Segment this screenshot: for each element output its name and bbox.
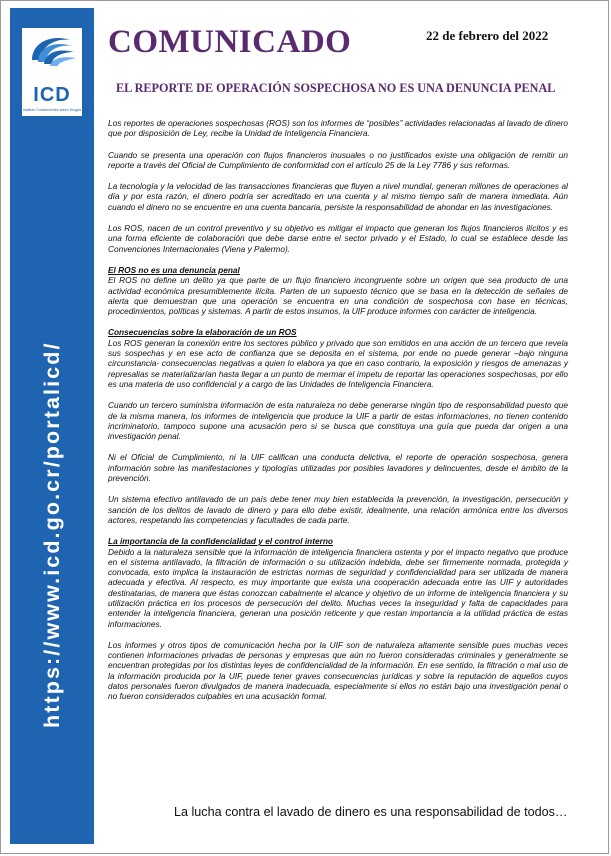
section-paragraph: Cuando un tercero suministra información de esta naturaleza no debe generarse ningún tipo de responsabilidad puesto que de la misma manera, los informes de inteligencia que produce la UIF a partir de estas informaciones, no tienen contenido incriminatorio, tampoco supone una acusación pero si se busca que constituya una guía que pueda dar origen a una investigación penal.: [108, 400, 568, 442]
date-label: 22 de febrero del 2022: [426, 28, 549, 43]
footer-slogan: La lucha contra el lavado de dinero es una responsabilidad de todos…: [174, 805, 568, 819]
section-heading: Consecuencias sobre la elaboración de un ROS: [108, 327, 297, 338]
intro-paragraph: La tecnología y la velocidad de las transacciones financieras que fluyen a nivel mundial, generan millones de operaciones al día y por esta razón, el dinero podría ser acreditado en una cuenta y al mismo tiempo salir de manera inmediata. Aún cuando el dinero no se encuentre en una cuenta bancaria, persiste la responsabilidad de ahondar en las investigaciones.: [108, 181, 568, 212]
section-paragraph: El ROS no define un delito ya que parte de un flujo financiero incongruente sobre un origen que sea producto de una actividad económica presumiblemente ilícita. Parten de un supuesto técnico que se basa en la detección de señales de alerta que demuestran que una operación se encuentra en una condición de sospechosa con base en técnicas, procedimientos, políticas y sistemas. A partir de estos insumos, la UIF produce informes con carácter de inteligencia.: [108, 275, 568, 317]
sidebar: [10, 8, 94, 844]
section-paragraph: Debido a la naturaleza sensible que la información de inteligencia financiera ostenta y por el impacto negativo que produce en el sistema antilavado, la filtración de información o su utilización indebida, debe ser firmemente normada, protegida y convocada, esto implica la instauración de estrictas normas de seguridad y confidencialidad para ser utilizada de manera adecuada y efectiva. Al respecto, es muy importante que exista una cooperación adecuada entre las UIF y autoridades destinatarias, de manera que éstas conozcan cabalmente el alcance y objetivo de un informe de inteligencia financiera y su utilización práctica en los procesos de persecución del delito. Muchas veces la inseguridad y falta de capacidades para entender la inteligencia financiera, generan una posición reticente y que restan importancia a la utilidad práctica de estas informaciones.: [108, 546, 568, 629]
section-paragraph: Un sistema efectivo antilavado de un país debe tener muy bien establecida la prevención, la investigación, persecución y sanción de los delitos de lavado de dinero y para ello debe existir, idealmente, una relación armónica entre los diversos actores, respetando las competencias y facultades de cada parte.: [108, 494, 568, 525]
intro-paragraph: Los reportes de operaciones sospechosas (ROS) son los informes de “posibles” actividades relacionadas al lavado de dinero que por disposición de Ley, recibe la Unidad de Inteligencia Financiera.: [108, 118, 568, 139]
section-paragraph: Los informes y otros tipos de comunicación hecha por la UIF son de naturaleza altamente sensible pues muchas veces contienen informaciones privadas de personas y empresas que aún no fueron consideradas criminales y generalmente se encuentran protegidas por los distintas leyes de confidencialidad de la información. En ese sentido, la filtración o mal uso de la información producida por la UIF, puede tener graves consecuencias jurídicas y sobre la reputación de aquellos cuyos datos personales fueron divulgados de manera inadecuada, especialmente si ellos no están bajo una investigación penal o no fueron considerados culpables en una acusación formal.: [108, 639, 568, 702]
section-paragraph: Los ROS generan la conexión entre los sectores público y privado que son emitidos en una acción de un tercero que revela sus sospechas y en ese acto de confianza que se deposita en el sistema, por ende no puede generar –bajo ninguna circunstancia- consecuencias negativas a quien lo elabora ya que en caso contrario, la exposición y riesgos de amenazas y represalias se materializarían hasta llegar a un punto de mermar el ímpetu de reportar las operaciones sospechosas, por ello es una materia de uso confidencial y a cargo de las Unidades de Inteligencia Financiera.: [108, 337, 568, 389]
logo-text: ICD: [33, 84, 71, 106]
website-url[interactable]: https://www.icd.go.cr/portalicd/: [40, 341, 64, 728]
page-title: COMUNICADO: [108, 24, 352, 60]
section-heading: El ROS no es una denuncia penal: [108, 264, 240, 275]
icd-logo: [22, 28, 82, 116]
document-subtitle: EL REPORTE DE OPERACIÓN SOSPECHOSA NO ES UNA DENUNCIA PENAL: [116, 81, 556, 95]
intro-paragraph: Los ROS, nacen de un control preventivo y su objetivo es mitigar el impacto que generan los flujos financieros ilícitos y es una forma eficiente de colaboración que debe darse entre el sector privado y el Estado, lo cual se establece desde las Convenciones Internacionales (Viena y Palermo).: [108, 223, 568, 254]
logo-subtitle: Instituto Costarricense sobre Drogas: [22, 108, 82, 112]
section-paragraph: Ni el Oficial de Cumplimiento, ni la UIF califican una conducta delictiva, el reporte de operación sospechosa, genera información sobre las manifestaciones y tipologías utilizadas por posibles lavadores y delincuentes, desde el ámbito de la prevención.: [108, 452, 568, 484]
logo-swirl-icon: [24, 30, 80, 84]
body-content: [108, 118, 568, 713]
section-heading: La importancia de la confidencialidad y el control interno: [108, 536, 333, 547]
intro-paragraph: Cuando se presenta una operación con flujos financieros inusuales o no justificados existe una obligación de remitir un reporte a través del Oficial de Cumplimiento de conformidad con el artículo 25 de la Ley 7786 y sus reformas.: [108, 149, 568, 170]
